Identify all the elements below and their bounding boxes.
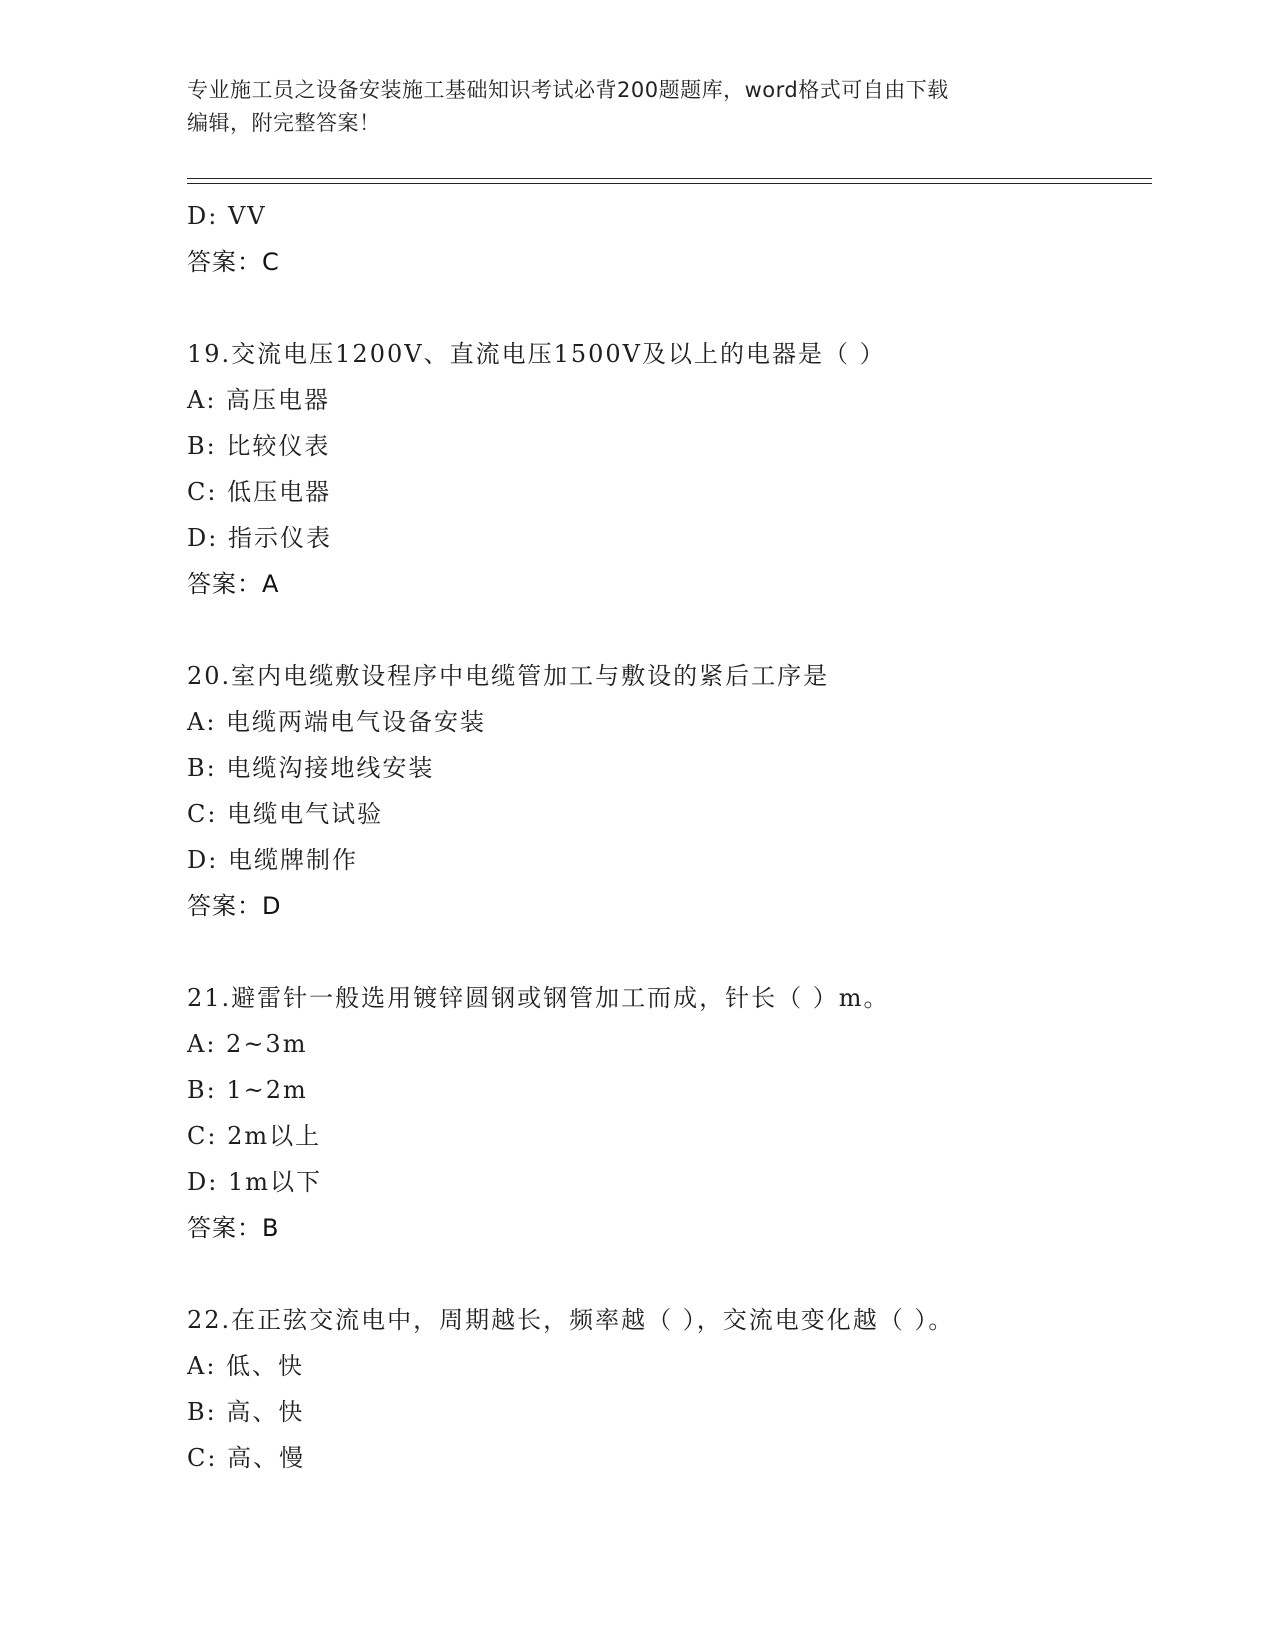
- header-title-line-1: 专业施工员之设备安装施工基础知识考试必背200题题库，word格式可自由下载: [187, 78, 949, 102]
- spacer: [187, 607, 1147, 653]
- option-b: B: 高、快: [187, 1398, 305, 1426]
- question-20: [187, 653, 1147, 929]
- question-21: [187, 975, 1147, 1251]
- question-stem: 20.室内电缆敷设程序中电缆管加工与敷设的紧后工序是: [187, 662, 830, 690]
- option-a: A: 2~3m: [187, 1030, 308, 1058]
- option-a: A: 电缆两端电气设备安装: [187, 708, 487, 736]
- option-c: C: 电缆电气试验: [187, 800, 384, 828]
- option-d: D: 指示仪表: [187, 524, 332, 552]
- option-c: C: 高、慢: [187, 1444, 306, 1472]
- previous-question-tail: [187, 193, 1147, 285]
- header-title-line-2: 编辑，附完整答案！: [187, 111, 381, 135]
- question-19: [187, 331, 1147, 607]
- question-list: [187, 193, 1147, 1481]
- answer-line: 答案：D: [187, 892, 282, 920]
- option-a: A: 高压电器: [187, 386, 331, 414]
- option-c: C: 低压电器: [187, 478, 332, 506]
- spacer: [187, 1251, 1147, 1297]
- answer-line: 答案：A: [187, 570, 280, 598]
- answer-line: 答案：B: [187, 1214, 280, 1242]
- question-stem: 21.避雷针一般选用镀锌圆钢或钢管加工而成，针长（ ）m。: [187, 984, 890, 1012]
- option-d: D: 1m以下: [187, 1168, 322, 1196]
- option-c: C: 2m以上: [187, 1122, 322, 1150]
- header-divider-top: [187, 178, 1152, 179]
- spacer: [187, 285, 1147, 331]
- question-stem: 19.交流电压1200V、直流电压1500V及以上的电器是（ ）: [187, 340, 886, 368]
- question-stem: 22.在正弦交流电中，周期越长，频率越（ ），交流电变化越（ ）。: [187, 1306, 955, 1334]
- option-d: D: VV: [187, 202, 267, 230]
- option-d: D: 电缆牌制作: [187, 846, 358, 874]
- document-header: [187, 74, 1087, 140]
- answer-line: 答案：C: [187, 248, 280, 276]
- spacer: [187, 929, 1147, 975]
- option-b: B: 电缆沟接地线安装: [187, 754, 435, 782]
- header-divider-bottom: [187, 183, 1152, 184]
- option-b: B: 1~2m: [187, 1076, 308, 1104]
- option-a: A: 低、快: [187, 1352, 305, 1380]
- question-22: [187, 1297, 1147, 1481]
- option-b: B: 比较仪表: [187, 432, 331, 460]
